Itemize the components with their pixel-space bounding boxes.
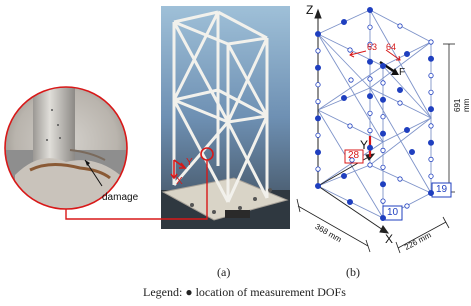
diagram-axis-y: Y <box>360 138 369 152</box>
node-dot <box>429 73 433 77</box>
node-dot <box>381 199 385 203</box>
diagram-axis-x: X <box>385 232 394 246</box>
node-dot <box>316 167 320 171</box>
node-dot <box>429 157 433 161</box>
measurement-dof-dot <box>380 63 385 68</box>
node-dot <box>316 133 320 137</box>
node-dot <box>429 174 433 178</box>
measurement-dof-dot <box>315 150 320 155</box>
measurement-dof-dot <box>380 215 385 220</box>
measurement-dof-dot <box>367 7 372 12</box>
node-dot <box>398 101 402 105</box>
measurement-dof-dot <box>380 131 385 136</box>
node-dot <box>398 177 402 181</box>
node-dot <box>368 77 372 81</box>
measurement-dof-dot <box>409 149 414 154</box>
node-dot <box>349 78 353 82</box>
node-dot <box>316 83 320 87</box>
measurement-dof-dot <box>380 97 385 102</box>
measurement-dof-dot <box>428 140 433 145</box>
node-dot <box>348 124 352 128</box>
measurement-dof-dot <box>341 19 346 24</box>
measurement-dof-dot <box>404 51 409 56</box>
node-dot <box>316 99 320 103</box>
legend-caption: Legend: ● location of measurement DOFs <box>143 285 346 299</box>
node-dot <box>348 48 352 52</box>
panel-label-b: (b) <box>346 265 360 279</box>
node-dot <box>405 204 409 208</box>
dimension-height: 691 mm <box>453 98 471 112</box>
panel-label-a: (a) <box>217 265 231 279</box>
node-dot <box>381 165 385 169</box>
photo-axis-x: X <box>176 176 183 187</box>
node-dot <box>381 81 385 85</box>
damage-label: damage <box>102 192 139 203</box>
measurement-dof-dot <box>315 116 320 121</box>
photo-axis-y: Y <box>186 157 193 168</box>
node-dot <box>368 25 372 29</box>
node-label-19: 19 <box>436 184 448 195</box>
measurement-dof-dot <box>341 95 346 100</box>
node-label-10: 10 <box>387 207 399 218</box>
measurement-dof-dot <box>315 183 320 188</box>
measurement-dof-dot <box>380 182 385 187</box>
dimension-depth: 368 mm <box>313 222 344 245</box>
node-label-64: 64 <box>386 42 397 52</box>
measurement-dof-dot <box>367 59 372 64</box>
measurement-dof-dot <box>428 56 433 61</box>
diagram-axis-z: Z <box>306 3 314 17</box>
node-label-63: 63 <box>367 42 378 52</box>
node-dot <box>381 148 385 152</box>
dimension-width: 226 mm <box>403 230 433 252</box>
node-dot <box>368 128 372 132</box>
measurement-dof-dot <box>428 107 433 112</box>
force-label: F <box>399 67 406 78</box>
measurement-dof-dot <box>315 65 320 70</box>
measurement-dof-dot <box>428 190 433 195</box>
node-dot <box>429 90 433 94</box>
node-dot <box>429 124 433 128</box>
node-dot <box>368 163 372 167</box>
node-dot <box>381 115 385 119</box>
node-dot <box>368 111 372 115</box>
measurement-dof-dot <box>347 199 352 204</box>
measurement-dof-dot <box>397 87 402 92</box>
measurement-dof-dot <box>341 173 346 178</box>
measurement-dof-dot <box>367 145 372 150</box>
node-dot <box>429 40 433 44</box>
measurement-dof-dot <box>404 127 409 132</box>
node-dot <box>398 24 402 28</box>
node-label-28: 28 <box>348 150 360 161</box>
measurement-dof-dot <box>367 94 372 99</box>
node-dot <box>316 49 320 53</box>
measurement-dof-dot <box>315 31 320 36</box>
